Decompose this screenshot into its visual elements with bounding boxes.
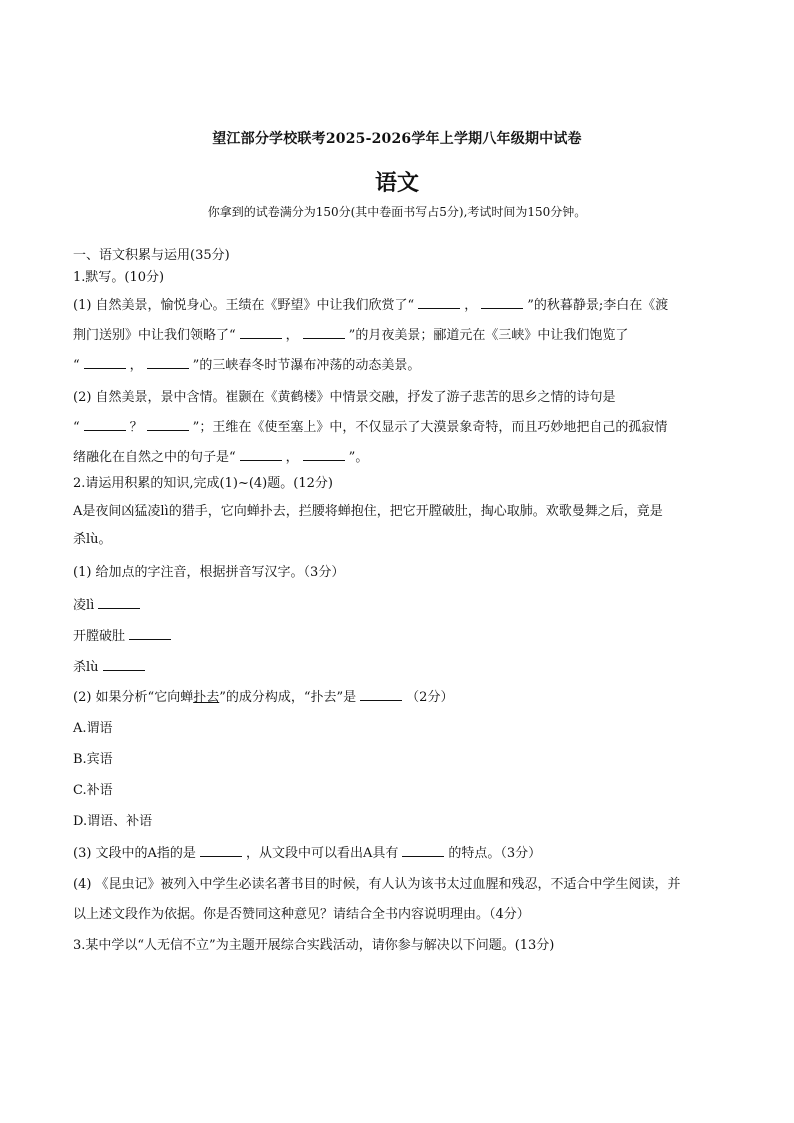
- text: ”的秋暮静景;李白在《渡: [527, 298, 669, 313]
- exam-note: 你拿到的试卷满分为150分(其中卷面书写占5分),考试时间为150分钟。: [207, 205, 587, 219]
- text: ”的成分构成，“扑去”是: [219, 690, 357, 705]
- answer-blank[interactable]: [147, 356, 189, 369]
- text: 荆门送别》中让我们领略了“: [73, 328, 236, 343]
- text: ，: [129, 358, 143, 373]
- underlined-text: 扑去: [193, 690, 220, 705]
- q1-p1-line1: [73, 294, 668, 313]
- text: ”的月夜美景；郦道元在《三峡》中让我们饱览了: [348, 328, 629, 343]
- answer-blank[interactable]: [98, 596, 140, 609]
- option-c: C.补语: [73, 783, 113, 798]
- answer-blank[interactable]: [84, 418, 126, 431]
- text: (1) 自然美景，愉悦身心。王绩在《野望》中让我们欣赏了“: [73, 298, 415, 313]
- answer-blank[interactable]: [240, 448, 282, 461]
- question-1-title: 1.默写。(10分): [73, 270, 165, 285]
- answer-blank[interactable]: [200, 844, 242, 857]
- passage-line2: 杀lù。: [73, 532, 112, 547]
- text: 杀lù: [73, 660, 99, 675]
- q2-sub4-line1: (4) 《昆虫记》被列入中学生必读名著书目的时候，有人认为该书太过血腥和残忍，不适合中学生阅读，并: [73, 877, 681, 892]
- text: ，: [285, 450, 299, 465]
- passage-line1: A是夜间凶猛凌lì的猎手，它向蝉扑去，拦腰将蝉抱住，把它开膛破肚，掏心取肺。欢歌曼舞之后，竟是: [73, 504, 663, 519]
- answer-blank[interactable]: [303, 326, 345, 339]
- q1-p1-line2: [73, 324, 628, 343]
- text: （2分）: [406, 690, 454, 705]
- text: 开膛破肚: [73, 629, 126, 644]
- text: (3) 文段中的A指的是: [73, 846, 196, 861]
- answer-blank[interactable]: [84, 356, 126, 369]
- text: 凌lì: [73, 598, 95, 613]
- q2-sub1: (1) 给加点的字注音，根据拼音写汉字。（3分）: [73, 565, 345, 580]
- answer-blank[interactable]: [360, 688, 402, 701]
- text: ”；王维在《使至塞上》中，不仅显示了大漠景象奇特，而且巧妙地把自己的孤寂情: [192, 420, 668, 435]
- q2-item3: [73, 656, 149, 675]
- exam-title: 望江部分学校联考2025-2026学年上学期八年级期中试卷: [212, 131, 582, 147]
- q2-item2: [73, 625, 175, 644]
- answer-blank[interactable]: [240, 326, 282, 339]
- text: ”的三峡春冬时节瀑布冲荡的动态美景。: [192, 358, 421, 373]
- text: ”。: [348, 450, 369, 465]
- answer-blank[interactable]: [129, 627, 171, 640]
- text: “: [73, 420, 80, 435]
- q1-p2-line3: [73, 446, 368, 465]
- q1-p2-line2: [73, 416, 667, 435]
- answer-blank[interactable]: [147, 418, 189, 431]
- subject-title: 语文: [374, 170, 419, 196]
- answer-blank[interactable]: [303, 448, 345, 461]
- text: ，: [464, 298, 478, 313]
- section-heading: 一、语文积累与运用(35分): [73, 248, 230, 263]
- answer-blank[interactable]: [418, 296, 460, 309]
- question-3-title: 3.某中学以“人无信不立”为主题开展综合实践活动，请你参与解决以下问题。(13分): [73, 938, 555, 953]
- q2-item1: [73, 594, 144, 613]
- answer-blank[interactable]: [402, 844, 444, 857]
- answer-blank[interactable]: [481, 296, 523, 309]
- text: ，: [285, 328, 299, 343]
- q2-sub4-line2: 以上述文段作为依据。你是否赞同这种意见？请结合全书内容说明理由。（4分）: [73, 907, 530, 922]
- text: 的特点。（3分）: [448, 846, 542, 861]
- q2-sub3: [73, 842, 541, 861]
- question-2-title: 2.请运用积累的知识,完成(1)~(4)题。(12分): [73, 476, 333, 491]
- text: “: [73, 358, 80, 373]
- text: 绪融化在自然之中的句子是“: [73, 450, 236, 465]
- option-b: B.宾语: [73, 752, 113, 767]
- text: ，从文段中可以看出A具有: [245, 846, 399, 861]
- answer-blank[interactable]: [103, 658, 145, 671]
- q2-sub2: [73, 686, 453, 705]
- text: ？: [129, 420, 143, 435]
- q1-p2-line1: (2) 自然美景，景中含情。崔颢在《黄鹤楼》中情景交融，抒发了游子悲苦的思乡之情的诗句是: [73, 390, 616, 405]
- text: (2) 如果分析“它向蝉: [73, 690, 194, 705]
- q1-p1-line3: [73, 354, 420, 373]
- option-d: D.谓语、补语: [73, 814, 153, 829]
- option-a: A.谓语: [73, 721, 113, 736]
